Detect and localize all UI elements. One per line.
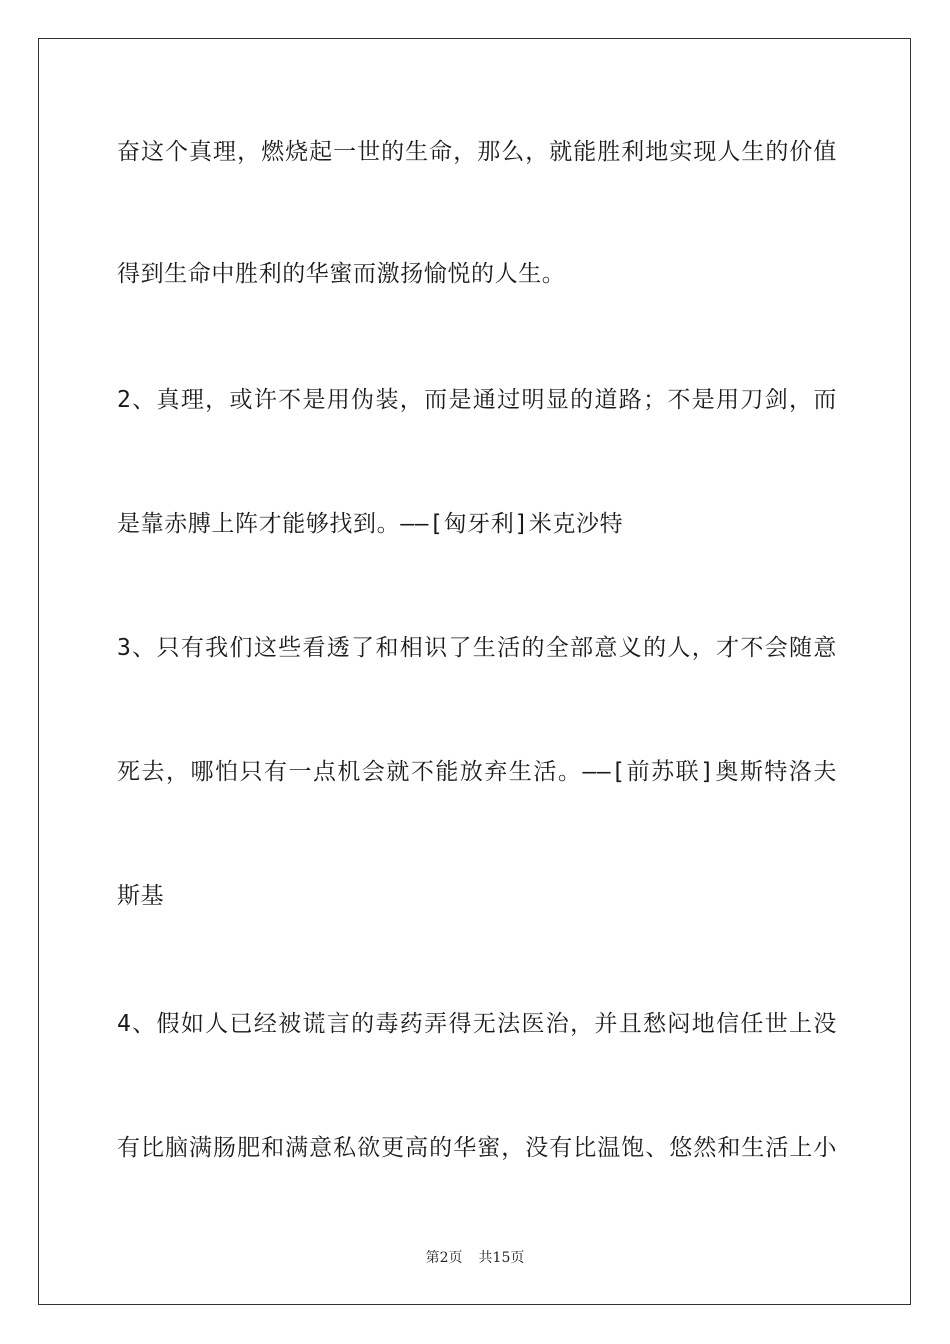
text-line-8: 4、假如人已经被谎言的毒药弄得无法医治，并且愁闷地信任世上没 [117,1011,837,1037]
page-number: 第2页 [425,1250,463,1266]
text-line-6: 死去，哪怕只有一点机会就不能放弃生活。——[前苏联]奥斯特洛夫 [117,759,837,785]
text-line-9: 有比脑满肠肥和满意私欲更高的华蜜，没有比温饱、悠然和生活上小 [117,1135,837,1161]
text-line-4: 是靠赤膊上阵才能够找到。——[匈牙利]米克沙特 [117,511,624,537]
text-line-2: 得到生命中胜利的华蜜而激扬愉悦的人生。 [117,261,566,287]
text-line-7: 斯基 [117,883,165,909]
text-line-1: 奋这个真理，燃烧起一世的生命，那么，就能胜利地实现人生的价值 [117,139,837,165]
text-line-3: 2、真理，或许不是用伪装，而是通过明显的道路；不是用刀剑，而 [117,387,837,413]
page-total: 共15页 [478,1250,525,1266]
page-footer [0,1247,950,1267]
text-line-5: 3、只有我们这些看透了和相识了生活的全部意义的人，才不会随意 [117,635,837,661]
page-border [38,38,911,1305]
